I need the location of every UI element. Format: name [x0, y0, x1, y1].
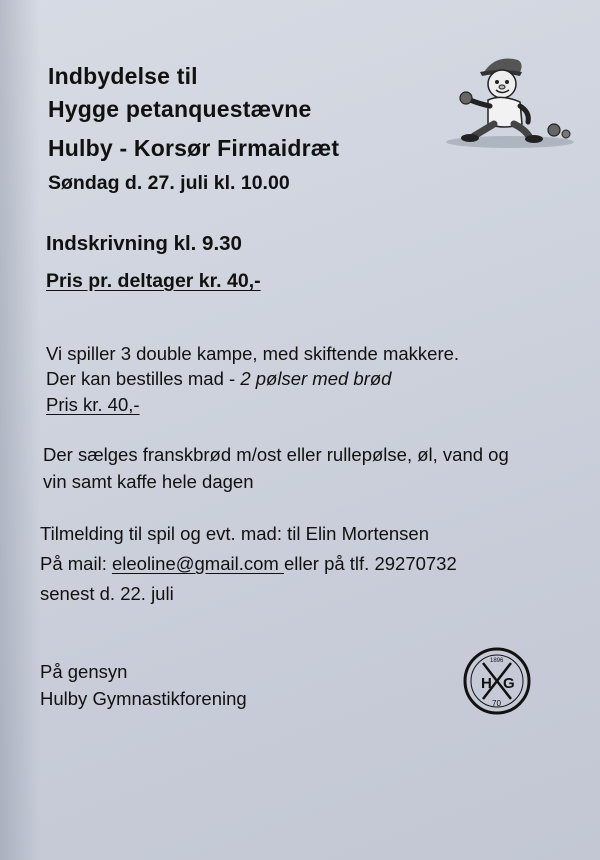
food-item: 2 pølser med brød — [240, 368, 392, 389]
sales-line-2: vin samt kaffe hele dagen — [43, 471, 254, 492]
price-per-participant: Pris pr. deltager kr. 40,- — [46, 270, 261, 292]
food-price: Pris kr. 40,- — [46, 394, 140, 415]
farewell: På gensyn — [40, 661, 128, 682]
title-line-2: Hygge petanquestævne — [48, 96, 312, 122]
mail-prefix: På mail: — [40, 553, 112, 574]
registration-time: Indskrivning kl. 9.30 — [46, 232, 242, 255]
deadline: senest d. 22. juli — [40, 583, 174, 604]
food-prefix: Der kan bestilles mad - — [46, 368, 241, 389]
logo-letter-g: G — [503, 675, 515, 692]
event-date: Søndag d. 27. juli kl. 10.00 — [48, 172, 290, 194]
title-line-1: Indbydelse til — [48, 63, 198, 89]
petanque-player-illustration — [444, 50, 576, 150]
phone-text: eller på tlf. 29270732 — [283, 553, 457, 574]
logo-year: 1896 — [490, 658, 504, 664]
title-line-3: Hulby - Korsør Firmaidræt — [48, 135, 340, 161]
sales-line-1: Der sælges franskbrød m/ost eller rullepølse, øl, vand og — [43, 444, 509, 465]
email-link[interactable]: eleoline@gmail.com — [111, 553, 284, 574]
paper-shadow — [0, 0, 40, 860]
contact-line — [40, 552, 457, 575]
logo-letter-h: H — [481, 675, 492, 692]
signup-line: Tilmelding til spil og evt. mad: til Elin Mortensen — [40, 523, 429, 544]
club-name: Hulby Gymnastikforening — [40, 688, 247, 709]
logo-number: 70 — [492, 699, 501, 708]
club-logo — [463, 647, 531, 715]
games-text: Vi spiller 3 double kampe, med skiftende makkere. — [46, 343, 460, 364]
food-line — [46, 367, 391, 390]
